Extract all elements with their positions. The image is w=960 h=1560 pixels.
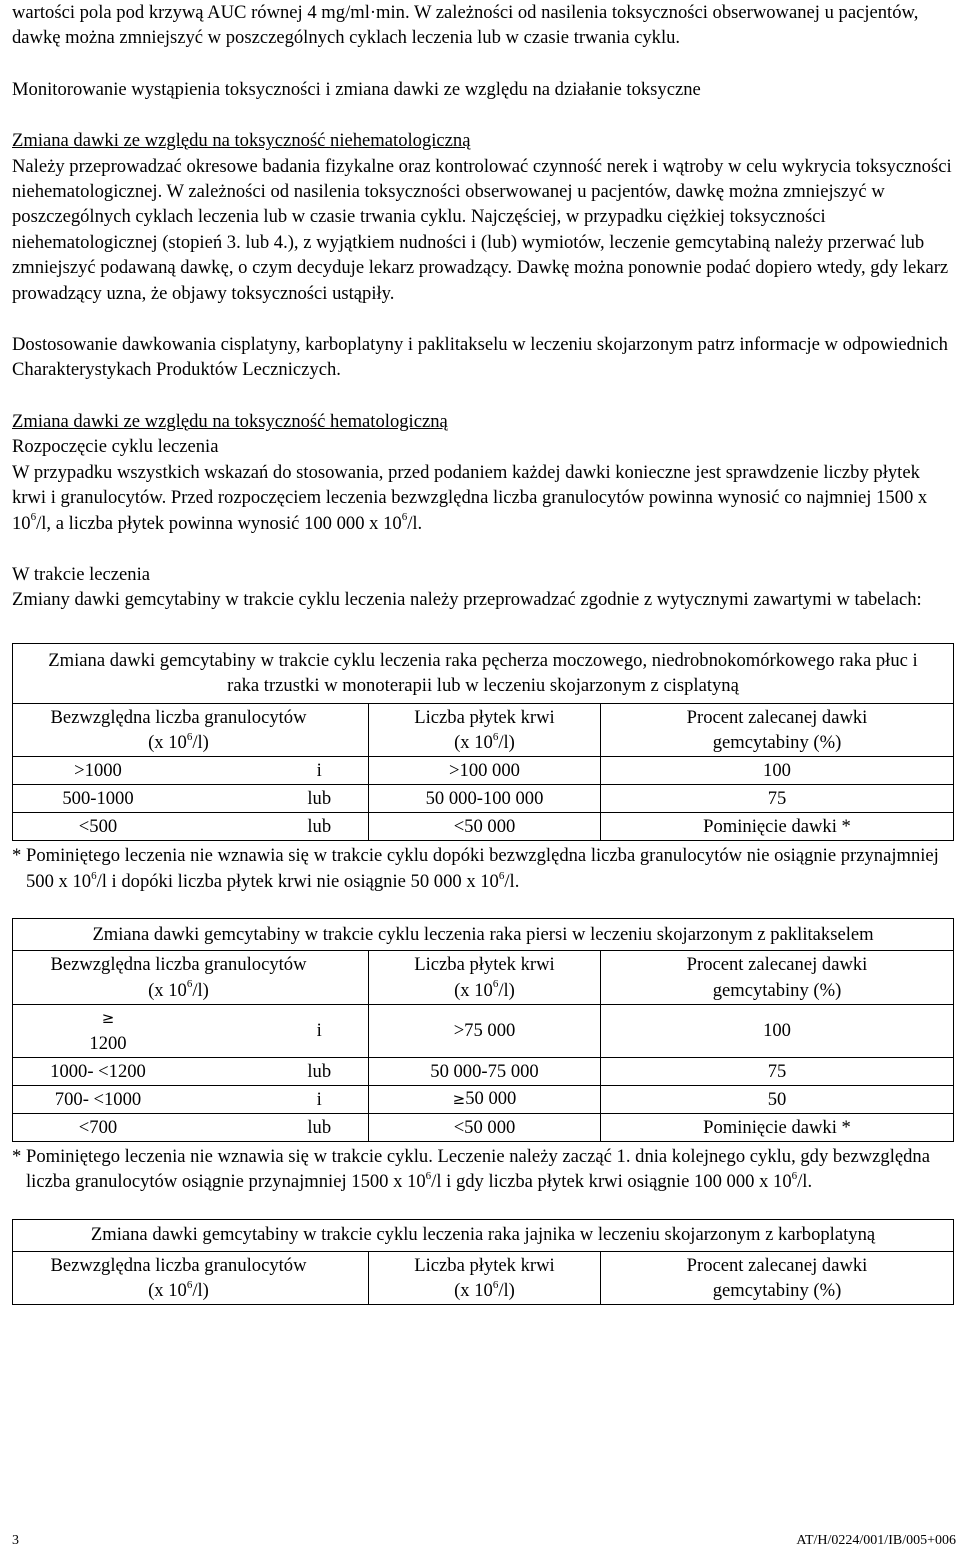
cell-conjunction: lub [271,1113,369,1141]
header-dose-percent: Procent zalecanej dawki gemcytabiny (%) [601,1251,954,1305]
cell-granulocytes: >1000 [74,760,122,782]
heading-hematologic: Zmiana dawki ze względu na toksyczność hematologiczną [12,410,448,432]
table-row [13,1004,954,1057]
table-footnote: * Pominiętego leczenia nie wznawia się w trakcie cyklu. Leczenie należy zacząć 1. dnia kolejnego cyklu, gdy bezwzględna liczba granulocytów osiągnie przynajmniej 1500 x $10^6/l$ i gdy liczba płytek krwi osiągnie 100 000 x $10^6/l$. [12,1145,930,1193]
cell-platelets: 50 000-75 000 [369,1057,601,1085]
dose-table-bladder-lung-pancreas [12,643,954,842]
header-platelets: Liczba płytek krwi (x $10^6/l$) [369,951,601,1005]
table-title: Zmiana dawki gemcytabiny w trakcie cyklu leczenia raka pęcherza moczowego, niedrobnokomórkowego raka płuc i raka trzustki w monoterapii lub w leczeniu skojarzonym z cisplatyną [13,643,954,703]
paragraph-nonhematologic: Należy przeprowadzać okresowe badania fizykalne oraz kontrolować czynność nerek i wątroby w celu wykrycia toksyczności niehematologicznej. W zależności od nasilenia toksyczności obserwowanej u pacjentów, dawkę można zmniejszyć w poszczególnych cyklach leczenia lub w czasie trwania cyklu. Najczęściej, w przypadku ciężkiej toksyczności niehematologicznej (stopień 3. lub 4.), z wyjątkiem nudności i (lub) wymiotów, leczenie gemcytabiną należy przerwać lub zmniejszyć podawaną dawkę, o czym decyduje lekarz prowadzący. Dawkę można ponownie podać dopiero wtedy, gdy lekarz prowadzący uzna, że objawy toksyczności ustąpiły. [12,155,952,304]
cell-dose-percent: Pominięcie dawki * [601,813,954,841]
table-row [13,785,954,813]
header-platelets: Liczba płytek krwi (x $10^6/l$) [369,1251,601,1305]
header-granulocytes: Bezwzględna liczba granulocytów (x $10^6/l$) [13,951,369,1005]
cell-granulocytes: 1000- <1200 [50,1060,146,1082]
greater-equal-sign: ≥ [101,1008,115,1027]
cell-granulocytes: 700- <1000 [54,1088,142,1110]
cell-granulocytes: ≥1200 [23,1005,173,1057]
cell-dose-percent: 50 [601,1085,954,1113]
table-footnote: * Pominiętego leczenia nie wznawia się w trakcie cyklu dopóki bezwzględna liczba granulocytów nie osiągnie przynajmniej 500 x $10^6/l$ i dopóki liczba płytek krwi nie osiągnie 50 000 x $10^6/l$. [12,845,939,892]
table-title: Zmiana dawki gemcytabiny w trakcie cyklu leczenia raka piersi w leczeniu skojarzonym z paklitakselem [13,919,954,951]
cell-conjunction: i [271,1085,369,1113]
heading-nonhematologic: Zmiana dawki ze względu na toksyczność niehematologiczną [12,130,471,152]
cell-granulocytes: <500 [78,816,118,838]
cell-conjunction: i [271,757,369,785]
page-number: 3 [12,1533,19,1548]
table-row [13,1113,954,1141]
header-dose-percent: Procent zalecanej dawki gemcytabiny (%) [601,703,954,757]
cell-dose-percent: 75 [601,1057,954,1085]
heading-monitoring: Monitorowanie wystąpienia toksyczności i zmiana dawki ze względu na działanie toksyczne [12,78,701,100]
header-platelets: Liczba płytek krwi (x $10^6/l$) [369,703,601,757]
dose-table-breast [12,918,954,1142]
table-row [13,813,954,841]
cell-conjunction: lub [271,1057,369,1085]
table-title: Zmiana dawki gemcytabiny w trakcie cyklu leczenia raka jajnika w leczeniu skojarzonym z karboplatyną [13,1219,954,1251]
paragraph-cycle-start: W przypadku wszystkich wskazań do stosowania, przed podaniem każdej dawki konieczne jest sprawdzenie liczby płytek krwi i granulocytów. Przed rozpoczęciem leczenia bezwzględna liczba granulocytów powinna wynosić co najmniej 1500 x $10^6/l$, a liczba płytek powinna wynosić 100 000 x $10^6/l$. [12,461,928,534]
cell-granulocytes: 500-1000 [62,788,134,810]
cell-platelets: <50 000 [369,813,601,841]
paragraph-cisplatin: Dostosowanie dawkowania cisplatyny, karboplatyny i paklitakselu w leczeniu skojarzonym patrz informacje w odpowiednich Charakterystykach Produktów Leczniczych. [12,334,948,381]
cell-dose-percent: 100 [601,757,954,785]
paragraph-during-treatment: Zmiany dawki gemcytabiny w trakcie cyklu leczenia należy przeprowadzać zgodnie z wytycznymi zawartymi w tabelach: [12,589,922,611]
paragraph-auc: wartości pola pod krzywą AUC równej 4 mg/ml·min. W zależności od nasilenia toksyczności obserwowanej u pacjentów, dawkę można zmniejszyć w poszczególnych cyklach leczenia lub w czasie trwania cyklu. [12,2,919,49]
heading-during-treatment: W trakcie leczenia [12,563,150,585]
table-row [13,1085,954,1113]
cell-granulocytes: <700 [78,1116,118,1138]
cell-dose-percent: 100 [601,1004,954,1057]
dose-table-ovary [12,1219,954,1306]
cell-platelets: ≥50 000 [369,1085,601,1113]
cell-conjunction: i [271,1004,369,1057]
cell-dose-percent: Pominięcie dawki * [601,1113,954,1141]
header-dose-percent: Procent zalecanej dawki gemcytabiny (%) [601,951,954,1005]
greater-equal-sign: ≥ [452,1090,466,1109]
cell-platelets: 50 000-100 000 [369,785,601,813]
cell-platelets: >100 000 [369,757,601,785]
cell-dose-percent: 75 [601,785,954,813]
cell-platelets: >75 000 [369,1004,601,1057]
header-granulocytes: Bezwzględna liczba granulocytów (x $10^6/l$) [13,1251,369,1305]
document-code: AT/H/0224/001/IB/005+006 [796,1533,956,1548]
heading-cycle-start: Rozpoczęcie cyklu leczenia [12,436,219,458]
table-row [13,1057,954,1085]
table-row [13,757,954,785]
cell-conjunction: lub [271,785,369,813]
header-granulocytes: Bezwzględna liczba granulocytów (x $10^6/l$) [13,703,369,757]
cell-conjunction: lub [271,813,369,841]
cell-platelets: <50 000 [369,1113,601,1141]
